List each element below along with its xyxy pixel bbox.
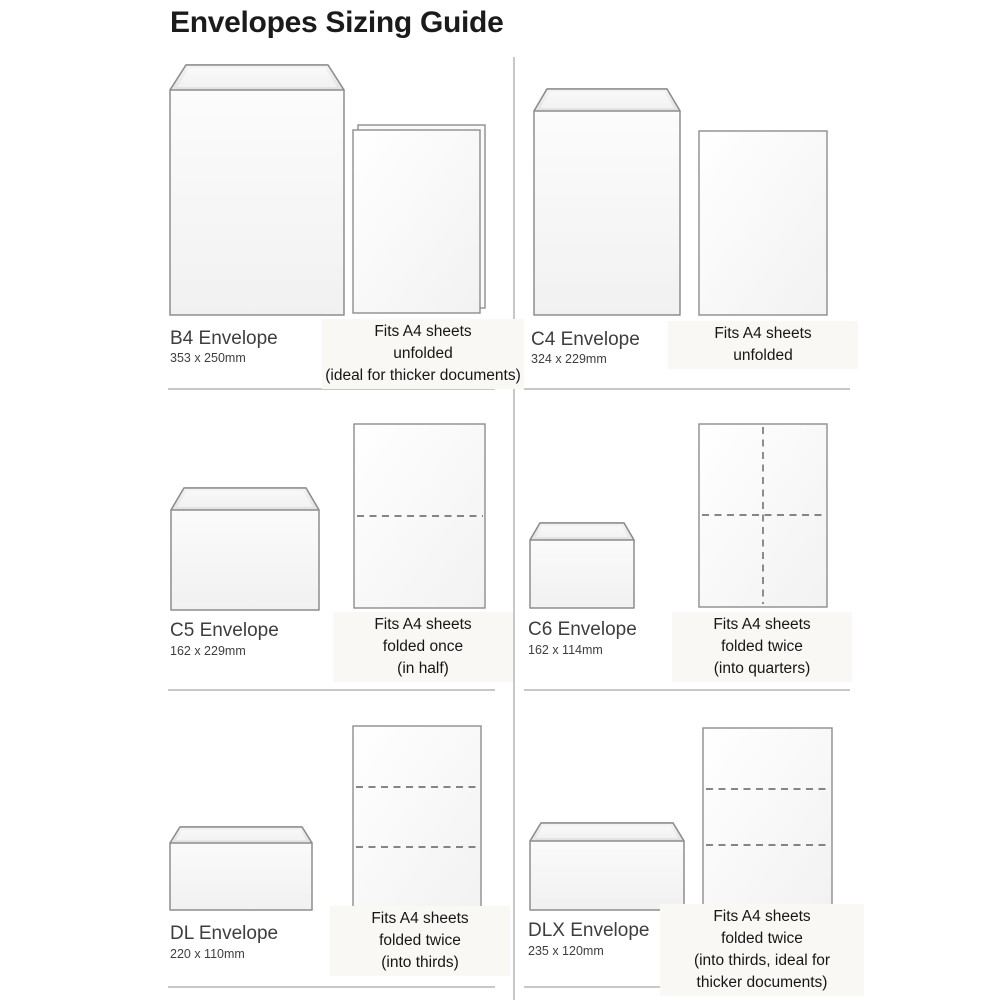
fit-caption-line: unfolded [733, 347, 793, 364]
fit-caption-line: folded once [382, 638, 464, 655]
row-divider [168, 986, 495, 988]
c5-envelope-illustration [170, 487, 320, 611]
envelope-dimensions: 353 x 250mm [170, 351, 246, 365]
fit-caption-line: (ideal for thicker documents) [325, 367, 521, 384]
envelope-name: C6 Envelope [528, 619, 637, 640]
c6-paper-illustration [698, 423, 828, 608]
fit-caption-line: (in half) [397, 660, 449, 677]
envelope-dimensions: 162 x 229mm [170, 644, 246, 658]
envelope-name: C4 Envelope [531, 329, 640, 350]
c6-envelope-illustration [529, 522, 635, 609]
c5-paper-illustration [353, 423, 486, 609]
envelope-name: B4 Envelope [170, 328, 278, 349]
b4-paper-stack-illustration [352, 124, 486, 314]
fit-caption-line: Fits A4 sheets [713, 616, 811, 633]
b4-envelope-illustration [169, 64, 345, 316]
envelope-name: DLX Envelope [528, 920, 650, 941]
column-divider [513, 57, 515, 1000]
envelope-dimensions: 324 x 229mm [531, 352, 607, 366]
fit-caption-line: Fits A4 sheets [374, 616, 472, 633]
fit-caption-line: thicker documents) [696, 974, 828, 991]
fit-caption-line: (into thirds, ideal for [693, 952, 831, 969]
dl-paper-illustration [352, 725, 482, 911]
fit-caption [672, 612, 852, 682]
dl-envelope-illustration [169, 826, 313, 911]
row-divider [524, 388, 850, 390]
fit-caption-line: Fits A4 sheets [371, 910, 469, 927]
dlx-paper-illustration [702, 727, 833, 911]
fit-caption-line: Fits A4 sheets [713, 908, 811, 925]
envelope-dimensions: 162 x 114mm [528, 643, 603, 657]
envelope-dimensions: 220 x 110mm [170, 947, 245, 961]
row-divider [524, 689, 850, 691]
page-title: Envelopes Sizing Guide [170, 6, 504, 39]
fit-caption [322, 319, 524, 389]
fit-caption [660, 904, 864, 996]
fit-caption-line: (into quarters) [713, 660, 811, 677]
fit-caption-line: folded twice [721, 930, 803, 947]
envelope-name: DL Envelope [170, 923, 279, 944]
fit-caption-line: folded twice [721, 638, 803, 655]
fit-caption-line: unfolded [393, 345, 453, 362]
row-divider [168, 689, 495, 691]
fit-caption-line: Fits A4 sheets [714, 325, 812, 342]
dlx-envelope-illustration [529, 822, 685, 911]
fit-caption [333, 612, 513, 682]
fit-caption [330, 906, 510, 976]
fit-caption [668, 321, 858, 369]
fit-caption-line: (into thirds) [381, 954, 459, 971]
c4-paper-illustration [698, 130, 828, 316]
envelope-dimensions: 235 x 120mm [528, 944, 604, 958]
fit-caption-line: folded twice [379, 932, 461, 949]
envelope-name: C5 Envelope [170, 620, 279, 641]
fit-caption-line: Fits A4 sheets [374, 323, 472, 340]
c4-envelope-illustration [533, 88, 681, 316]
